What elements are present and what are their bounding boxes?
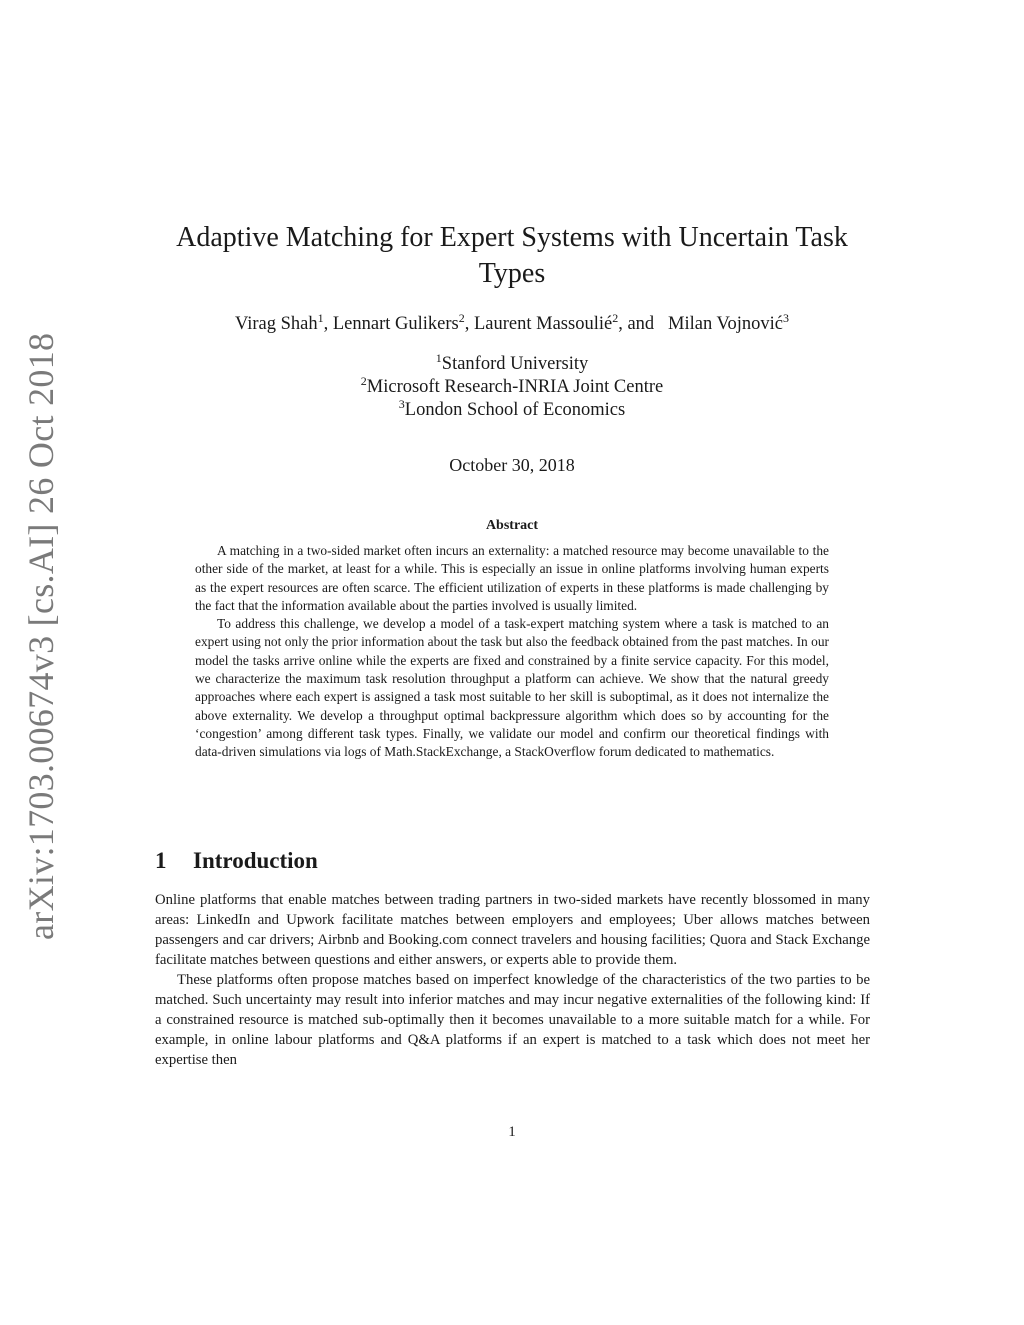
- author-separator: ,: [464, 314, 474, 334]
- author-affiliation-mark: 3: [783, 310, 789, 325]
- author-name: Lennart Gulikers: [332, 314, 459, 334]
- section-number: 1: [155, 848, 167, 873]
- arxiv-identifier-stamp: arXiv:1703.00674v3 [cs.AI] 26 Oct 2018: [21, 332, 61, 940]
- author: [474, 310, 619, 334]
- page-number: 1: [508, 1124, 516, 1140]
- affiliation: [150, 396, 874, 422]
- affiliation-mark: 1: [435, 350, 442, 365]
- publication-date: October 30, 2018: [449, 455, 575, 475]
- affiliation-name: London School of Economics: [404, 400, 626, 420]
- author: [234, 310, 324, 334]
- author-affiliation-mark: 2: [458, 310, 465, 325]
- paper-title: Adaptive Matching for Expert Systems with Uncertain Task Types: [176, 222, 848, 289]
- section-heading: [155, 846, 875, 876]
- author-separator: , and: [618, 314, 664, 334]
- section-title: Introduction: [193, 848, 318, 873]
- author: [668, 310, 789, 334]
- affiliation: [150, 373, 874, 399]
- author: [332, 310, 465, 334]
- author-affiliation-mark: 1: [317, 310, 324, 325]
- author-name: Virag Shah: [234, 314, 318, 334]
- abstract-heading: Abstract: [485, 518, 539, 533]
- affiliation-name: Microsoft Research-INRIA Joint Centre: [366, 377, 664, 397]
- section-body: [155, 890, 870, 1070]
- author-name: Milan Vojnović: [668, 314, 783, 334]
- author-affiliation-mark: 2: [612, 310, 619, 325]
- affiliation-name: Stanford University: [441, 354, 589, 374]
- author-separator: ,: [323, 314, 333, 334]
- author-name: Laurent Massoulié: [474, 314, 613, 334]
- abstract-paragraph: To address this challenge, we develop a model of a task-expert matching system where a task is matched to an expert using not only the prior information about the task but also the feedback obtained from the past matches. In our model the tasks arrive online while the experts are fixed and constrained by a finite service capacity. For this model, we characterize the maximum task resolution throughput a platform can achieve. We show that the natural greedy approaches where each expert is assigned a task most suitable to her skill is suboptimal, as it does not internalize the above externality. We develop a throughput optimal backpressure algorithm which does so by accounting for the ‘congestion’ among different task types. Finally, we validate our model and confirm our theoretical findings with data-driven simulations via logs of Math.StackExchange, a StackOverflow forum dedicated to mathematics.: [195, 616, 829, 760]
- affiliation-mark: 2: [360, 373, 367, 388]
- affiliation-mark: 3: [398, 396, 405, 411]
- author-list: [150, 312, 874, 336]
- abstract-paragraph: A matching in a two-sided market often incurs an externality: a matched resource may become unavailable to the other side of the market, at least for a while. This is especially an issue in online platforms involving human experts as the expert resources are often scarce. The efficient utilization of experts in these platforms is made challenging by the fact that the information available about the parties involved is usually limited.: [195, 543, 829, 613]
- body-paragraph: Online platforms that enable matches between trading partners in two-sided markets have recently blossomed in many areas: LinkedIn and Upwork facilitate matches between employers and employees; Uber allows matches between passengers and car drivers; Airbnb and Booking.com connect travelers and housing facilities; Quora and Stack Exchange facilitate matches between questions and either answers, or experts able to provide them.: [155, 892, 870, 968]
- body-paragraph: These platforms often propose matches based on imperfect knowledge of the characteristics of the two parties to be matched. Such uncertainty may result into inferior matches and may incur negative externalities of the following kind: If a constrained resource is matched sub-optimally then it becomes unavailable to a more suitable match for a while. For example, in online labour platforms and Q&A platforms if an expert is matched to a task which does not meet her expertise then: [155, 972, 870, 1068]
- abstract-body: [195, 542, 829, 762]
- affiliation-list: [150, 350, 874, 422]
- affiliation: [150, 350, 874, 376]
